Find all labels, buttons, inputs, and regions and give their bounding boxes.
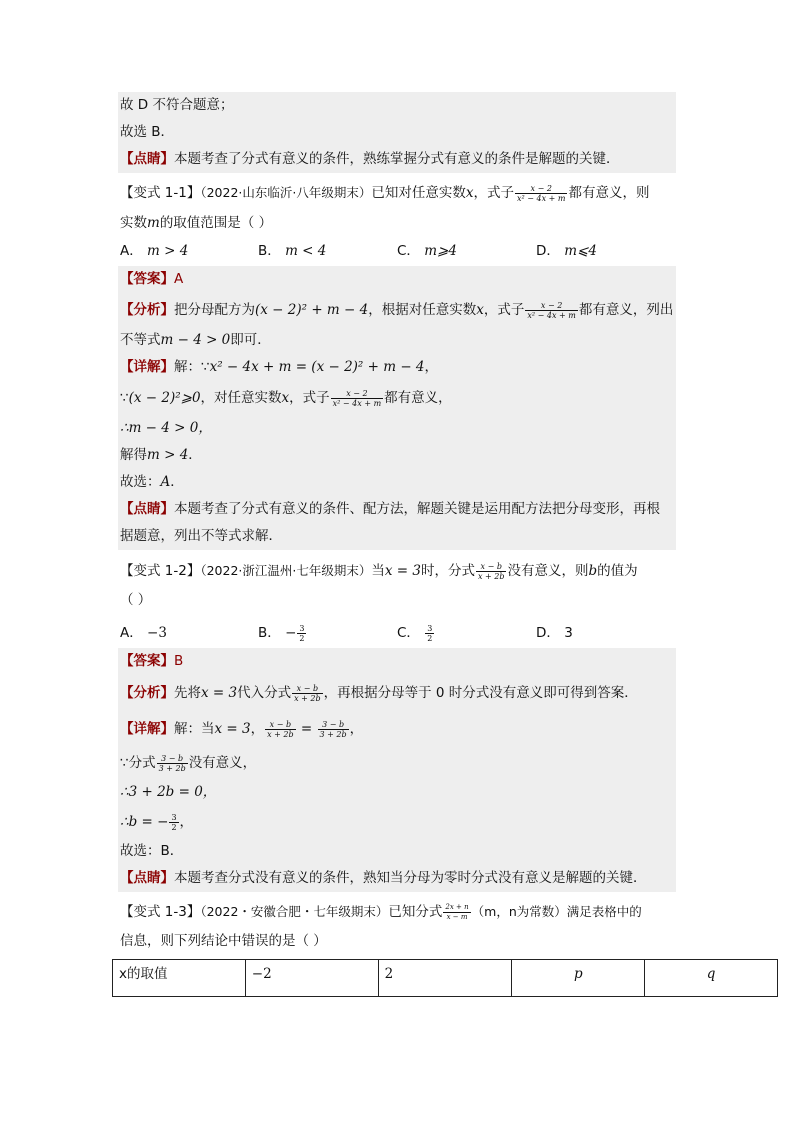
table-cell: x的取值 [113, 960, 246, 997]
variant-tag: 【变式 1-2】 [120, 563, 201, 579]
text: ， [179, 814, 194, 830]
source-label: （2022·山东临沂·八年级期末） [200, 185, 372, 200]
variant-1-1-question [118, 178, 676, 208]
fraction [476, 562, 507, 581]
option-value: m < 4 [285, 243, 327, 259]
info-table [112, 959, 778, 997]
key-point-tag: 【点睛】 [120, 870, 174, 886]
fraction [331, 389, 383, 408]
text: 已知对任意实数 [371, 185, 466, 201]
fraction-numerator: 3 − b [161, 753, 184, 763]
text: 解得 [120, 447, 147, 463]
math-expr: x² − 4x + m = (x − 2)² + m − 4 [209, 359, 425, 375]
math-expr: ∴m − 4 > 0， [120, 420, 212, 436]
text: 故选：B． [120, 843, 184, 859]
fraction [515, 184, 567, 203]
text: 当 [371, 563, 385, 579]
table-cell: −2 [245, 960, 378, 997]
text: 故选 B． [120, 124, 175, 140]
text: 据题意，列出不等式求解． [120, 528, 282, 544]
math-expr: m − 4 > 0 [160, 332, 231, 348]
math-var: x [281, 390, 290, 406]
fraction-denominator: x² − 4x + m [516, 193, 566, 203]
solution-line [118, 119, 676, 146]
source-label: （2022·浙江温州·七年级期末） [200, 563, 372, 578]
option-c[interactable] [397, 238, 457, 265]
detail-tag: 【详解】 [120, 721, 174, 737]
analysis-line-cont [118, 327, 676, 354]
option-a[interactable] [120, 620, 167, 647]
text: ，根据对任意实数 [368, 302, 477, 318]
text: 都有意义，则 [568, 185, 650, 201]
key-point-line [118, 496, 676, 523]
option-label: A． [120, 625, 143, 641]
fraction-denominator: x² − 4x + m [527, 310, 576, 320]
text: 故选： [120, 474, 161, 490]
detail-line [118, 442, 676, 469]
solution-line [118, 92, 676, 119]
fraction-numerator: 3 [427, 623, 433, 633]
text: （ ） [120, 592, 152, 608]
math-var: A [160, 474, 171, 490]
option-value: m⩾4 [424, 243, 457, 259]
key-point-tag: 【点睛】 [120, 501, 174, 517]
fraction-numerator: x − b [269, 719, 292, 729]
variant-1-3-question-cont [118, 928, 676, 955]
answer-tag: 【答案】 [120, 271, 174, 287]
math-expr: (x − 2)² + m − 4 [255, 302, 369, 318]
math-expr: (x − 2)²⩾0 [128, 390, 201, 406]
key-point-line [118, 146, 676, 173]
fraction-denominator: x + 2b [294, 693, 321, 703]
text: ． [188, 447, 202, 463]
fraction [525, 301, 577, 320]
analysis-tag: 【分析】 [120, 685, 174, 701]
table-cell: q [645, 960, 778, 997]
text: 实数 [120, 215, 147, 231]
analysis-line [118, 675, 676, 711]
key-point-line-cont [118, 523, 676, 550]
fraction-numerator: 3 [299, 623, 305, 633]
text: 都有意义， [384, 390, 452, 406]
analysis-line [118, 293, 676, 327]
fraction-numerator: x − 2 [540, 300, 563, 310]
option-d[interactable] [536, 620, 573, 647]
fraction [265, 720, 296, 739]
fraction [157, 754, 188, 773]
option-label: D． [536, 625, 560, 641]
detail-line [118, 747, 676, 779]
text: 没有意义， [188, 755, 257, 771]
answer-line [118, 648, 676, 675]
math-expr: x = 3 [384, 563, 421, 579]
text: ． [170, 474, 184, 490]
text: 的取值范围是（ ） [159, 215, 273, 231]
option-sign: − [285, 625, 297, 641]
option-label: B． [258, 625, 281, 641]
detail-line [118, 779, 676, 806]
option-value: m > 4 [147, 243, 189, 259]
text: 本题考查分式没有意义的条件，熟知当分母为零时分式没有意义是解题的关键． [174, 870, 647, 886]
equals-sign: = [296, 721, 317, 737]
option-label: C． [397, 243, 420, 259]
text: 不等式 [120, 332, 161, 348]
option-d[interactable] [536, 238, 597, 265]
fraction-denominator: 3 + 2b [158, 763, 186, 773]
option-label: A． [120, 243, 143, 259]
math-expr: ∴3 + 2b = 0， [120, 784, 217, 800]
key-point-tag: 【点睛】 [120, 151, 174, 167]
text: 解：当 [174, 721, 215, 737]
math-expr: x = 3 [201, 685, 238, 701]
answer-value: A [174, 271, 184, 287]
text: 即可． [230, 332, 271, 348]
fraction [443, 903, 470, 922]
fraction-numerator: x − 2 [346, 388, 368, 398]
table-cell: 2 [378, 960, 512, 997]
fraction-denominator: x + 2b [267, 729, 294, 739]
text: ，式子 [483, 302, 525, 318]
fraction-denominator: x + 2b [477, 571, 505, 581]
text: ，式子 [289, 390, 330, 406]
text: （m，n为常数）满足表格中的 [471, 904, 642, 919]
text: 本题考查了分式有意义的条件，熟练掌握分式有意义的条件是解题的关键． [174, 151, 620, 167]
text: 都有意义，列出 [578, 302, 674, 318]
option-value: 3 [564, 625, 573, 641]
variant-tag: 【变式 1-1】 [120, 185, 201, 201]
detail-tag: 【详解】 [120, 359, 174, 375]
key-point-line [118, 865, 676, 892]
option-c[interactable] [397, 620, 435, 647]
fraction-numerator: 3 − b [322, 719, 345, 729]
answer-value: B [174, 653, 184, 669]
text: 时，分式 [420, 563, 475, 579]
fraction-numerator: x − b [296, 683, 319, 693]
text: ， [250, 721, 265, 737]
fraction [425, 624, 434, 643]
option-a[interactable] [120, 238, 188, 265]
text: 代入分式 [237, 685, 292, 701]
text: 已知分式 [388, 904, 443, 920]
detail-line [118, 469, 676, 496]
text: ∵分式 [120, 755, 156, 771]
variant-1-2-question-cont [118, 587, 676, 614]
fraction [297, 624, 306, 643]
fraction-denominator: 2 [427, 633, 433, 643]
fraction-denominator: x² − 4x + m [332, 398, 382, 408]
math-var: x [465, 185, 474, 201]
text: 的值为 [597, 563, 638, 579]
option-label: D． [536, 243, 560, 259]
detail-line [118, 838, 676, 865]
fraction-numerator: 3 [171, 812, 177, 822]
answer-line [118, 266, 676, 293]
text: ，对任意实数 [200, 390, 282, 406]
detail-line [118, 806, 676, 838]
fraction [318, 720, 349, 739]
text: 本题考查了分式有意义的条件、配方法，解题关键是运用配方法把分母变形，再根 [174, 501, 660, 517]
math-expr: x = 3 [214, 721, 251, 737]
text: ，式子 [473, 185, 514, 201]
fraction-denominator: x − m [443, 912, 470, 922]
text: 故 D 不符合题意； [120, 97, 234, 113]
math-expr: ∴b = − [120, 814, 169, 830]
text: 解：∵ [174, 359, 210, 375]
answer-tag: 【答案】 [120, 653, 174, 669]
analysis-tag: 【分析】 [120, 302, 174, 318]
variant-1-1-question-cont [118, 210, 676, 237]
text: ， [349, 721, 364, 737]
option-label: C． [397, 625, 420, 641]
text: ， [424, 359, 439, 375]
option-value: −3 [147, 625, 167, 641]
text: ∵ [120, 390, 129, 406]
fraction-denominator: 3 + 2b [319, 729, 347, 739]
fraction-denominator: 2 [171, 822, 177, 832]
option-b[interactable] [258, 620, 307, 647]
fraction-denominator: 2 [299, 633, 305, 643]
variant-1-2-question [118, 556, 676, 586]
detail-line [118, 711, 676, 747]
detail-line [118, 381, 676, 415]
text: 先将 [174, 685, 201, 701]
text: 把分母配方为 [174, 302, 255, 318]
fraction [292, 684, 323, 703]
detail-line [118, 415, 676, 442]
source-label: （2022・安徽合肥・七年级期末） [200, 904, 389, 919]
detail-line [118, 354, 676, 381]
variant-1-3-question [118, 897, 676, 927]
text: 没有意义，则 [507, 563, 589, 579]
option-value: m⩽4 [564, 243, 597, 259]
table-row [113, 960, 778, 997]
math-var: x [476, 302, 484, 318]
fraction-numerator: x − 2 [530, 183, 552, 193]
option-b[interactable] [258, 238, 326, 265]
text: 信息，则下列结论中错误的是（ ） [120, 933, 327, 949]
variant-tag: 【变式 1-3】 [120, 904, 201, 920]
math-expr: m > 4 [147, 447, 189, 463]
math-var: m [147, 215, 160, 231]
table-cell: p [512, 960, 645, 997]
fraction [169, 813, 178, 832]
fraction-numerator: 2x + n [445, 902, 469, 911]
fraction-numerator: x − b [480, 561, 502, 571]
option-label: B． [258, 243, 281, 259]
math-var: b [588, 563, 598, 579]
text: ，再根据分母等于 0 时分式没有意义即可得到答案． [323, 685, 638, 701]
